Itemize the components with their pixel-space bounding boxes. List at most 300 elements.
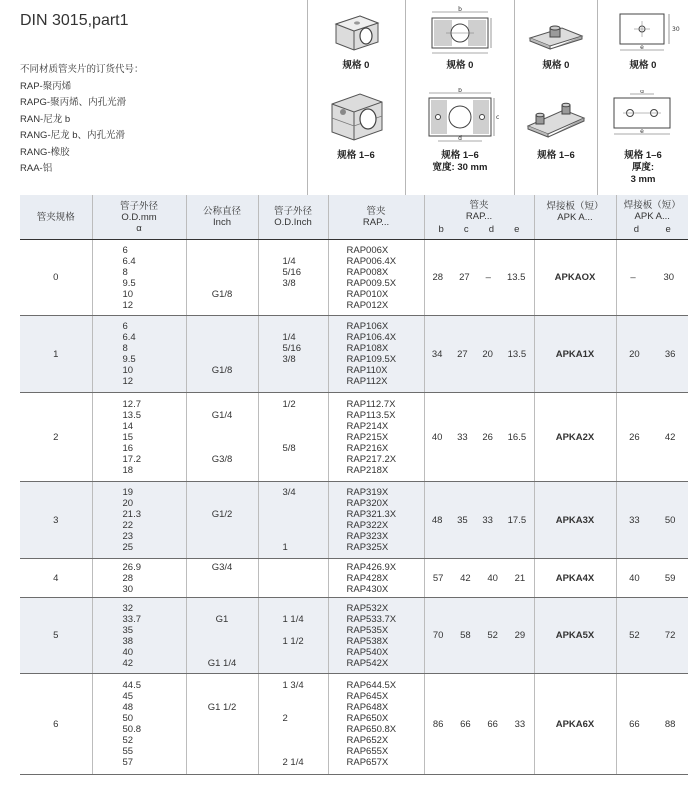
- inch-value: G3/4: [211, 561, 233, 573]
- inch-value: [187, 354, 258, 365]
- od-inch-value: [283, 300, 328, 311]
- cell-od-mm: [92, 393, 186, 482]
- inch-value: [187, 443, 258, 454]
- inch-value: [187, 680, 258, 691]
- cell-dims: [424, 393, 534, 482]
- od-mm-value: 44.5: [122, 680, 141, 691]
- divider: [514, 0, 515, 195]
- inch-value: [187, 487, 258, 498]
- od-mm-value: 10: [122, 365, 134, 376]
- cell-inch: [186, 240, 258, 316]
- divider: [405, 0, 406, 195]
- od-inch-value: 3/8: [282, 277, 296, 289]
- od-inch-value: 5/16: [282, 343, 301, 354]
- od-inch-value: [283, 432, 328, 443]
- od-mm-value: 21.3: [122, 509, 141, 520]
- inch-value: [187, 376, 258, 387]
- cell-inch: [186, 674, 258, 775]
- clamp-code: RAP323X: [346, 531, 389, 542]
- col-header-od-mm: [92, 195, 186, 240]
- od-mm-value: 55: [122, 746, 134, 757]
- clamp-code: RAP006X: [346, 244, 389, 256]
- inch-value: [187, 520, 258, 531]
- od-mm-value: 33.7: [122, 613, 141, 625]
- inch-value: G3/8: [211, 453, 233, 465]
- od-inch-value: [283, 702, 328, 713]
- cell-size: [20, 316, 92, 393]
- cell-od-mm: [92, 240, 186, 316]
- col-header-sub: RAP...: [465, 210, 493, 222]
- cell-apk-dims: [616, 482, 688, 559]
- cell-inch: [186, 393, 258, 482]
- col-header-inch: [186, 195, 258, 240]
- cell-od-mm: [92, 674, 186, 775]
- cell-od-inch: [258, 674, 328, 775]
- od-mm-value: 12: [122, 376, 134, 387]
- cell-apk: [534, 316, 616, 393]
- cell-size: [20, 482, 92, 559]
- od-mm-value: 20: [122, 498, 134, 509]
- col-header-sub: RAP...: [362, 217, 390, 228]
- col-header-label: 焊接板（短）: [546, 200, 604, 212]
- od-inch-value: 1: [282, 542, 288, 553]
- od-inch-value: 2 1/4: [282, 757, 304, 768]
- apk-d-value: 40: [629, 572, 640, 584]
- clamp-code: RAP650X: [346, 713, 389, 724]
- dim-e-value: 17.5: [507, 514, 527, 526]
- cell-apk: [534, 559, 616, 598]
- col-header-sub: APK A...: [634, 210, 670, 222]
- dim-b-value: 28: [432, 272, 444, 283]
- od-inch-value: [283, 691, 328, 702]
- table-row: [20, 598, 688, 674]
- od-inch-value: [283, 289, 328, 300]
- od-mm-value: 16: [122, 442, 134, 454]
- table-row: [20, 393, 688, 482]
- inch-value: [187, 245, 258, 256]
- weld-plate-size1-6-image: [520, 96, 592, 140]
- clamp-code: RAP010X: [346, 288, 389, 300]
- col-header-dim-b: b: [438, 223, 444, 235]
- clamp-code: RAP430X: [346, 583, 389, 595]
- clamp-size1-6-label: 规格 1–6: [337, 150, 375, 161]
- inch-value: [187, 300, 258, 311]
- od-inch-value: [283, 245, 328, 256]
- od-inch-value: [283, 321, 328, 332]
- clamp-code: RAP540X: [346, 646, 389, 658]
- od-mm-value: 23: [122, 531, 134, 542]
- od-mm-value: 6.4: [122, 255, 136, 267]
- svg-text:b: b: [458, 6, 462, 13]
- od-mm-value: 9.5: [122, 277, 136, 289]
- inch-value: [187, 278, 258, 289]
- inch-value: [187, 531, 258, 542]
- od-inch-value: [283, 531, 328, 542]
- clamp-code: RAP218X: [346, 464, 389, 476]
- dim-c-value: 27: [457, 348, 468, 360]
- od-mm-value: 48: [122, 702, 134, 713]
- plate-thickness-label: 厚度:: [631, 162, 655, 173]
- cell-dims: [424, 674, 534, 775]
- od-inch-value: 1 1/4: [282, 613, 304, 625]
- size-value: 5: [53, 630, 59, 641]
- od-inch-value: [283, 573, 328, 584]
- od-inch-value: [283, 562, 328, 573]
- inch-value: [187, 421, 258, 432]
- cell-od-mm: [92, 598, 186, 674]
- clamp-code: RAP215X: [346, 431, 389, 443]
- order-code-list: [20, 62, 144, 178]
- inch-value: [187, 757, 258, 768]
- dim-e-value: 16.5: [507, 431, 527, 443]
- inch-value: [187, 432, 258, 443]
- od-mm-value: 12: [122, 299, 134, 311]
- od-inch-value: [283, 724, 328, 735]
- od-inch-value: [283, 746, 328, 757]
- od-mm-value: 38: [122, 635, 134, 647]
- table-row: [20, 674, 688, 775]
- inch-value: [187, 691, 258, 702]
- cell-od-mm: [92, 482, 186, 559]
- dim-c-value: 42: [460, 572, 471, 584]
- od-mm-value: 14: [122, 420, 134, 432]
- col-header-apk-e: e: [665, 223, 671, 235]
- size-value: 2: [53, 431, 59, 443]
- dim-d-value: 20: [482, 348, 493, 360]
- clamp-code: RAP655X: [346, 746, 389, 757]
- clamp-code: RAP012X: [346, 299, 389, 311]
- dim-b-value: 40: [431, 431, 443, 443]
- od-inch-value: [283, 509, 328, 520]
- od-inch-value: 1/2: [282, 398, 296, 410]
- od-mm-value: 50.8: [122, 724, 141, 735]
- dim-d-value: 33: [482, 514, 493, 526]
- cell-od-inch: [258, 316, 328, 393]
- col-header-dim-e: e: [514, 223, 520, 235]
- cell-apk: [534, 674, 616, 775]
- weld-plate-code: APKA1X: [555, 348, 595, 360]
- cell-dims: [424, 598, 534, 674]
- od-inch-value: [283, 498, 328, 509]
- col-header-label: 公称直径: [202, 206, 241, 217]
- cell-apk-dims: [616, 674, 688, 775]
- dim-b-value: 70: [432, 630, 444, 641]
- cell-inch: [186, 559, 258, 598]
- clamp-code: RAP214X: [346, 420, 389, 432]
- col-header-label: 管夹规格: [36, 211, 75, 223]
- apk-e-value: 59: [664, 572, 676, 584]
- clamp-code: RAP320X: [346, 498, 389, 509]
- od-mm-value: 30: [122, 583, 134, 595]
- weld-plate-code: APKA2X: [555, 431, 595, 443]
- od-inch-value: 3/4: [282, 487, 296, 498]
- clamp-code: RAP650.8X: [346, 724, 397, 735]
- od-inch-value: [283, 410, 328, 421]
- inch-value: G1/4: [211, 409, 233, 421]
- dim-e-value: 13.5: [507, 348, 527, 360]
- apk-d-value: 26: [629, 431, 640, 443]
- size-value: 3: [53, 514, 59, 526]
- cell-clamp: [328, 598, 424, 674]
- inch-value: [187, 542, 258, 553]
- dim-label: 30: [672, 26, 680, 33]
- inch-value: G1/8: [211, 288, 233, 300]
- clamp-code: RAP648X: [346, 702, 389, 713]
- plate-drawing-size-label: 规格 1–6: [624, 150, 662, 161]
- table-header-row: [20, 195, 688, 240]
- clamp-drawing-size1-6: [420, 88, 500, 144]
- cell-dims: [424, 559, 534, 598]
- cell-inch: [186, 316, 258, 393]
- dim-d-value: 26: [482, 431, 493, 443]
- clamp-code: RAP109.5X: [346, 354, 397, 365]
- clamp-code: RAP535X: [346, 624, 389, 636]
- cell-size: [20, 598, 92, 674]
- od-inch-value: [283, 520, 328, 531]
- od-mm-value: 40: [122, 646, 134, 658]
- od-mm-value: 8: [122, 343, 128, 354]
- dim-b-value: 57: [432, 572, 444, 584]
- cell-od-inch: [258, 559, 328, 598]
- od-inch-value: [283, 421, 328, 432]
- clamp-code: RAP217.2X: [346, 453, 397, 465]
- clamp-code: RAP319X: [346, 487, 389, 498]
- inch-value: [187, 498, 258, 509]
- col-header-dims: [424, 195, 534, 240]
- od-mm-value: 17.2: [122, 453, 141, 465]
- col-header-label: 焊接板（短）: [623, 199, 681, 211]
- col-header-label: 管夹: [469, 199, 489, 211]
- inch-value: [187, 647, 258, 658]
- dim-b-value: 86: [432, 718, 444, 730]
- inch-value: G1/2: [211, 509, 233, 520]
- clamp-code: RAP652X: [346, 735, 389, 746]
- col-header-label: 管子外径: [273, 206, 312, 217]
- clamp-code: RAP216X: [346, 442, 389, 454]
- size-value: 0: [53, 272, 59, 283]
- cell-od-mm: [92, 316, 186, 393]
- od-inch-value: [283, 603, 328, 614]
- col-header-sub: Inch: [213, 217, 231, 228]
- inch-value: [187, 724, 258, 735]
- inch-value: [187, 332, 258, 343]
- plate-thickness-value: 3 mm: [630, 174, 656, 185]
- clamp-code: RAP009.5X: [346, 277, 397, 289]
- dim-label: e: [640, 128, 644, 135]
- dim-c-value: 35: [457, 514, 468, 526]
- dim-label: d: [640, 90, 644, 95]
- clamp-code: RAP325X: [346, 542, 389, 553]
- od-mm-value: 12.7: [122, 398, 141, 410]
- od-mm-value: 45: [122, 691, 134, 702]
- apk-d-value: –: [630, 272, 636, 283]
- od-inch-value: [283, 735, 328, 746]
- divider: [597, 0, 598, 195]
- od-inch-value: [283, 647, 328, 658]
- clamp-code: RAP006.4X: [346, 255, 397, 267]
- inch-value: [187, 573, 258, 584]
- od-inch-value: [283, 584, 328, 595]
- od-mm-value: 28: [122, 572, 134, 584]
- od-inch-value: 2: [282, 713, 288, 724]
- inch-value: [187, 584, 258, 595]
- order-code-item: RANG-尼龙 b、内孔光滑: [20, 130, 126, 141]
- od-inch-value: 3/8: [282, 354, 296, 365]
- clamp-code: RAP106X: [346, 321, 389, 332]
- dim-d-value: –: [485, 272, 491, 283]
- cell-clamp: [328, 482, 424, 559]
- od-mm-value: 13.5: [122, 409, 141, 421]
- clamp-code: RAP113.5X: [346, 409, 396, 421]
- col-header-label: 管子外径: [119, 200, 158, 212]
- cell-inch: [186, 482, 258, 559]
- dim-label: e: [640, 44, 644, 51]
- clamp-size0-image: [325, 8, 387, 52]
- od-mm-value: 50: [122, 713, 134, 724]
- dim-label: c: [496, 114, 499, 121]
- dim-e-value: 13.5: [506, 272, 526, 283]
- cell-size: [20, 674, 92, 775]
- clamp-code: RAP538X: [346, 635, 389, 647]
- col-header-sub: O.D.Inch: [274, 217, 312, 228]
- apk-d-value: 66: [629, 718, 640, 730]
- col-header-weld-plate: [534, 195, 616, 240]
- weld-plate-code: APKA3X: [555, 514, 595, 526]
- plate-drawing-size0-label: 规格 0: [629, 60, 657, 71]
- apk-e-value: 36: [664, 348, 676, 360]
- cell-clamp: [328, 674, 424, 775]
- order-code-item: RAP-聚丙烯: [20, 80, 72, 92]
- od-inch-value: [283, 625, 328, 636]
- od-mm-value: 8: [122, 266, 128, 278]
- od-inch-value: 1 1/2: [282, 635, 304, 647]
- clamp-code: RAP542X: [346, 657, 389, 669]
- od-mm-value: 26.9: [122, 561, 141, 573]
- plate-drawing-size1-6-label: [603, 150, 683, 186]
- inch-value: [187, 321, 258, 332]
- size-value: 6: [53, 718, 59, 730]
- drawing-size1-6-label: [410, 150, 510, 174]
- col-header-sub: APK A...: [557, 211, 593, 223]
- clamp-code: RAP112X: [346, 376, 388, 387]
- dim-b-value: 34: [431, 348, 443, 360]
- cell-clamp: [328, 240, 424, 316]
- apk-e-value: 30: [663, 272, 675, 283]
- inch-value: [187, 465, 258, 476]
- inch-value: [187, 735, 258, 746]
- apk-d-value: 33: [629, 514, 640, 526]
- inch-value: [187, 256, 258, 267]
- divider: [307, 0, 308, 195]
- od-mm-value: 6.4: [122, 332, 136, 343]
- clamp-code: RAP532X: [346, 602, 389, 614]
- clamp-code: RAP008X: [346, 266, 389, 278]
- od-inch-value: [283, 465, 328, 476]
- od-inch-value: 1/4: [282, 332, 296, 343]
- spec-table: [20, 195, 688, 775]
- od-mm-value: 42: [122, 657, 134, 669]
- od-mm-value: 10: [122, 288, 134, 300]
- col-header-sub: α: [136, 222, 142, 234]
- clamp-code: RAP110X: [346, 365, 388, 376]
- clamp-code: RAP112.7X: [346, 398, 396, 410]
- od-mm-value: 35: [122, 624, 134, 636]
- apk-e-value: 72: [664, 630, 676, 641]
- dim-e-value: 21: [514, 572, 526, 584]
- inch-value: [187, 399, 258, 410]
- dim-c-value: 58: [460, 630, 471, 641]
- weld-plate-size0-label: 规格 0: [542, 60, 570, 71]
- dim-d-value: 52: [487, 630, 498, 641]
- clamp-code: RAP428X: [346, 572, 389, 584]
- clamp-size0-label: 规格 0: [342, 60, 370, 71]
- od-mm-value: 32: [122, 602, 134, 614]
- od-mm-value: 15: [122, 431, 134, 443]
- inch-value: [187, 603, 258, 614]
- weld-plate-code: APKA6X: [555, 718, 595, 730]
- table-row: [20, 482, 688, 559]
- cell-od-inch: [258, 598, 328, 674]
- size-value: 1: [53, 348, 59, 360]
- order-code-item: RAN-尼龙 b: [20, 113, 71, 125]
- clamp-code: RAP322X: [346, 520, 389, 531]
- cell-od-mm: [92, 559, 186, 598]
- od-mm-value: 9.5: [122, 354, 136, 365]
- od-inch-value: 5/8: [282, 442, 296, 454]
- order-code-item: RAA-铝: [20, 163, 53, 174]
- od-inch-value: 1 3/4: [282, 680, 304, 691]
- clamp-size1-6-image: [321, 86, 391, 142]
- clamp-code: RAP321.3X: [346, 509, 397, 520]
- inch-value: [187, 713, 258, 724]
- apk-e-value: 88: [664, 718, 676, 730]
- apk-e-value: 50: [664, 514, 676, 526]
- dim-c-value: 33: [457, 431, 468, 443]
- cell-size: [20, 240, 92, 316]
- inch-value: [187, 746, 258, 757]
- cell-apk: [534, 240, 616, 316]
- od-mm-value: 6: [122, 244, 128, 256]
- od-mm-value: 19: [122, 487, 134, 498]
- drawing-size-label: 规格 1–6: [441, 150, 479, 161]
- dim-e-value: 29: [514, 630, 526, 641]
- od-inch-value: 5/16: [282, 266, 301, 278]
- clamp-code: RAP644.5X: [346, 680, 397, 691]
- cell-apk: [534, 482, 616, 559]
- dim-d-value: 66: [487, 718, 498, 730]
- inch-value: [187, 267, 258, 278]
- inch-value: G1 1/4: [207, 657, 237, 669]
- cell-apk: [534, 598, 616, 674]
- drawing-size0-label: 规格 0: [446, 60, 474, 71]
- clamp-code: RAP645X: [346, 691, 389, 702]
- clamp-code: RAP426.9X: [346, 561, 397, 573]
- table-row: [20, 240, 688, 316]
- weld-plate-drawing-size1-6: [604, 90, 682, 140]
- dim-e-value: 33: [514, 718, 526, 730]
- cell-size: [20, 393, 92, 482]
- apk-e-value: 42: [664, 431, 676, 443]
- cell-clamp: [328, 559, 424, 598]
- order-code-heading: 不同材质管夹片的订货代号：: [20, 64, 144, 75]
- col-header-weld-plate-dims: [616, 195, 688, 240]
- col-header-clamp: [328, 195, 424, 240]
- weld-plate-size0-image: [522, 18, 590, 52]
- clamp-code: RAP657X: [346, 757, 389, 768]
- weld-plate-drawing-size0: [604, 6, 682, 56]
- cell-dims: [424, 240, 534, 316]
- cell-od-inch: [258, 240, 328, 316]
